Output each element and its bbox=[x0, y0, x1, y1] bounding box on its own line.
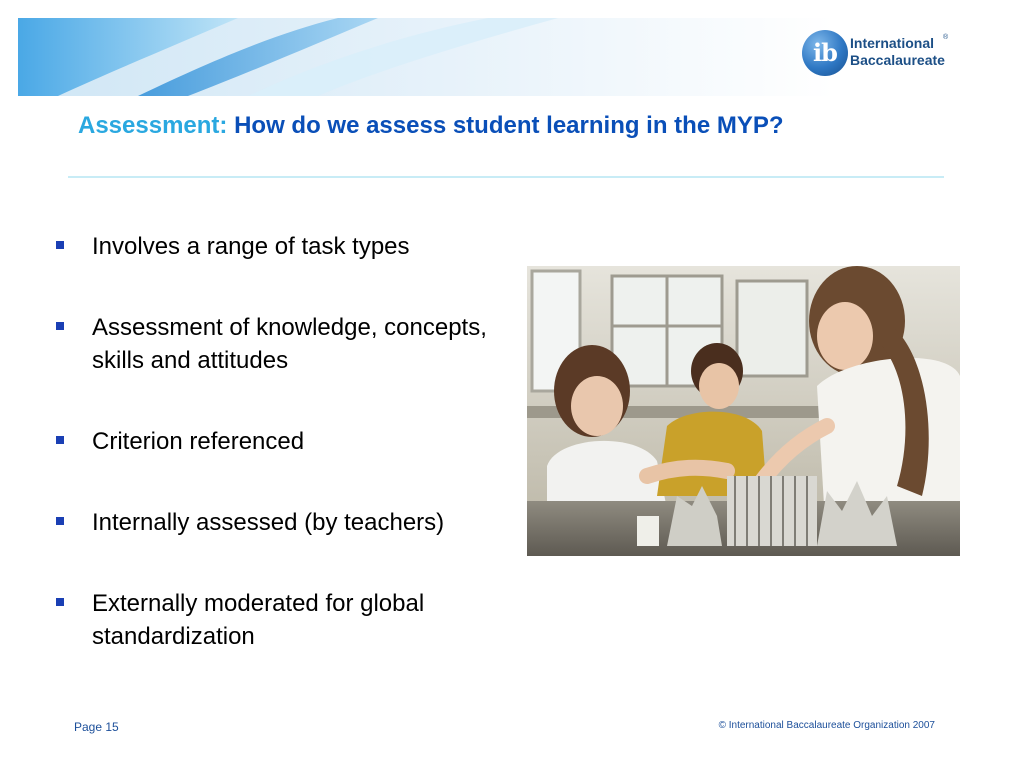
ib-logo-text bbox=[850, 35, 945, 69]
bullet-item bbox=[56, 425, 526, 458]
ib-logo-line2: Baccalaureate bbox=[850, 52, 945, 68]
bullet-item bbox=[56, 587, 526, 653]
bullet-list bbox=[56, 230, 526, 653]
square-bullet-icon bbox=[56, 241, 64, 249]
title-divider bbox=[68, 176, 944, 178]
bullet-text: Assessment of knowledge, concepts, skills and attitudes bbox=[92, 314, 487, 374]
title-prefix: Assessment: bbox=[78, 112, 228, 139]
bullet-item bbox=[56, 311, 526, 377]
ib-logo-line1: International bbox=[850, 35, 935, 51]
classroom-photo bbox=[527, 266, 960, 556]
bullet-text: Criterion referenced bbox=[92, 428, 305, 455]
slide-title bbox=[78, 112, 784, 140]
square-bullet-icon bbox=[56, 322, 64, 330]
square-bullet-icon bbox=[56, 517, 64, 525]
bullet-text: Externally moderated for global standardization bbox=[92, 590, 425, 650]
title-main: How do we assess student learning in the MYP? bbox=[234, 112, 784, 139]
square-bullet-icon bbox=[56, 436, 64, 444]
ib-logo bbox=[800, 30, 960, 82]
ib-logo-mark: ib bbox=[802, 30, 848, 76]
bullet-item bbox=[56, 506, 526, 539]
registered-mark: ® bbox=[943, 34, 949, 41]
bullet-text: Internally assessed (by teachers) bbox=[92, 509, 445, 536]
square-bullet-icon bbox=[56, 598, 64, 606]
page-number: Page 15 bbox=[74, 720, 119, 734]
bullet-item bbox=[56, 230, 526, 263]
copyright-notice: © International Baccalaureate Organization 2007 bbox=[718, 720, 935, 731]
bullet-text: Involves a range of task types bbox=[92, 233, 410, 260]
classroom-photo-illustration bbox=[527, 266, 960, 556]
